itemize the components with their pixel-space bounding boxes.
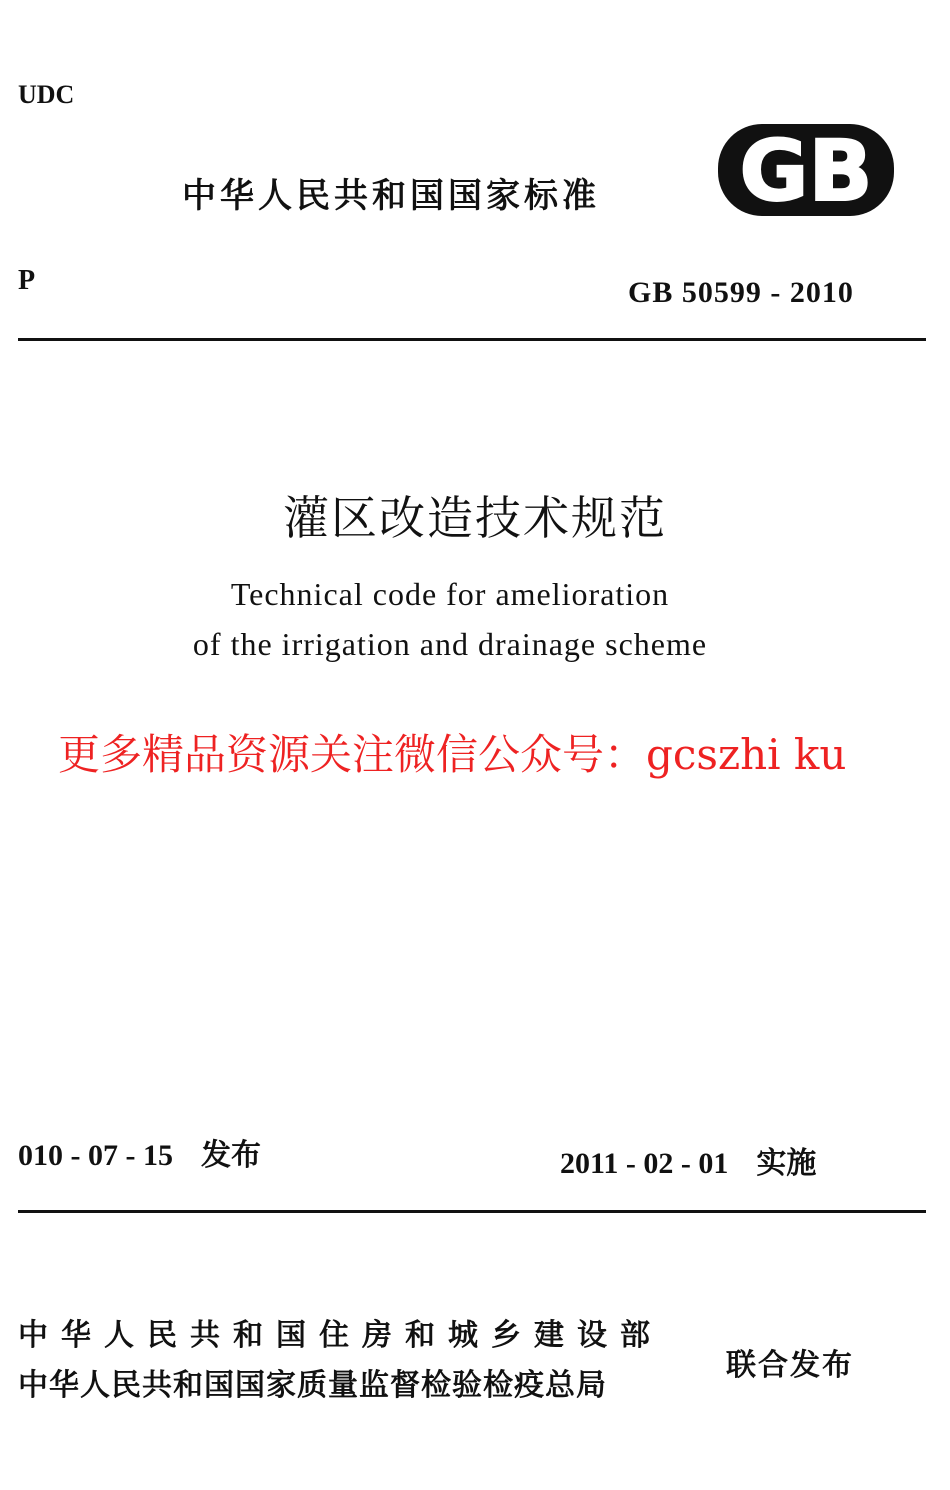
effective-date-block — [560, 1138, 816, 1182]
effective-label: 实施 — [756, 1146, 817, 1181]
joint-publish-label: 联合发布 — [726, 1348, 854, 1383]
classification-code: P — [18, 265, 36, 296]
top-divider — [18, 338, 926, 341]
standard-number: GB 50599 - 2010 — [628, 276, 854, 309]
issue-date: 010 - 07 - 15 — [18, 1139, 173, 1172]
title-english-line2: of the irrigation and drainage scheme — [192, 626, 708, 662]
udc-label: UDC — [18, 80, 75, 109]
bottom-divider — [18, 1210, 926, 1213]
publisher-line1: 中华人民共和国住房和城乡建设部 — [18, 1318, 663, 1353]
gb-logo-text: GB — [739, 122, 873, 220]
title-english-line1: Technical code for amelioration — [230, 576, 670, 612]
issue-label: 发布 — [200, 1138, 261, 1173]
national-standard-heading: 中华人民共和国国家标准 — [182, 176, 600, 216]
issue-date-block — [18, 1130, 261, 1174]
title-chinese: 灌区改造技术规范 — [283, 491, 667, 545]
gb-logo — [716, 120, 896, 220]
watermark-text: 更多精品资源关注微信公众号：gcszhi ku — [58, 730, 847, 779]
publisher-line2: 中华人民共和国国家质量监督检验检疫总局 — [18, 1368, 607, 1403]
effective-date: 2011 - 02 - 01 — [560, 1147, 729, 1180]
